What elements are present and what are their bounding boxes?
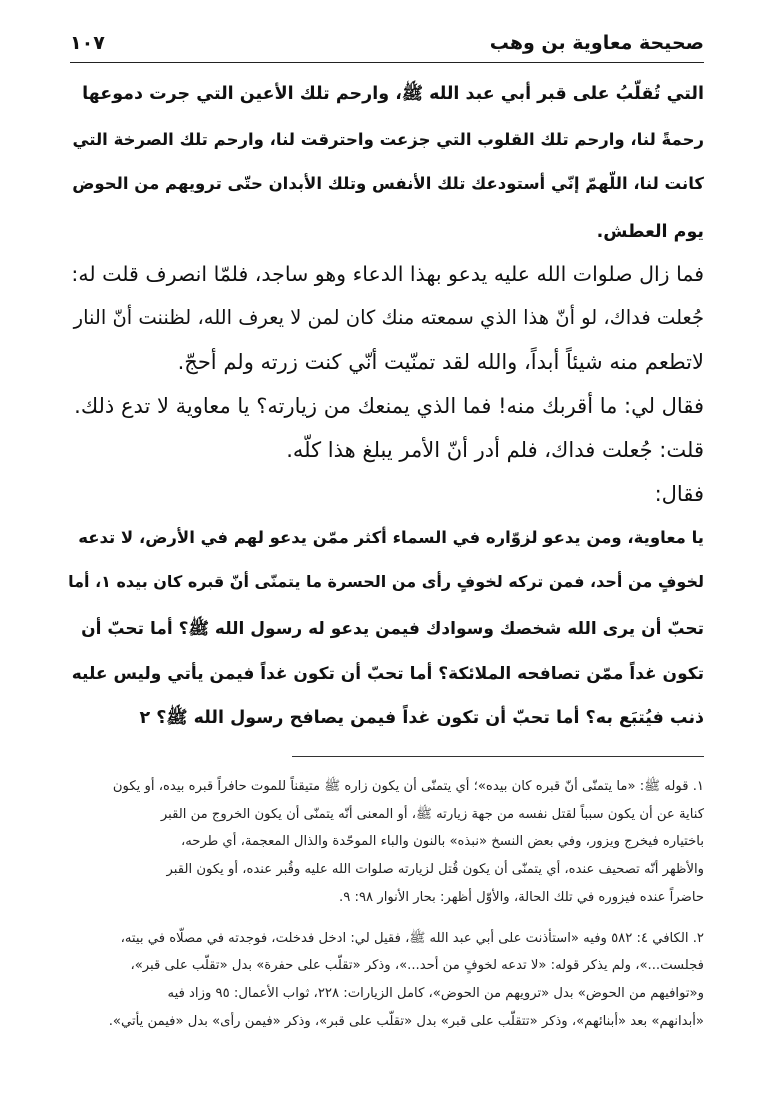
quote-line: التي تُقلّبُ على قبر أبي عبد الله ﷺ، وارحم تلك الأعين التي جرت دموعها (82, 84, 704, 104)
quote-line: كانت لنا، اللّهمّ إنّي أستودعك تلك الأنفس وتلك الأبدان حتّى ترويهم من الحوض (72, 174, 704, 193)
footnote-line: و«توافيهم من الحوض» بدل «ترويهم من الحوض»، كامل الزيارات: ٢٢٨، ثواب الأعمال: ٩٥ وزاد فيه (167, 986, 704, 1001)
footnote-line: حاضراً عنده فيزوره في تلك الحالة، والأوّل أظهر: بحار الأنوار ٩٨: ٩. (339, 890, 704, 905)
footnote-line: ٢. الكافي ٤: ٥٨٢ وفيه «استأذنت على أبي عبد الله ﷺ، فقيل لي: ادخل فدخلت، فوجدته في مصلّاه في بيته، (120, 931, 704, 946)
footnote-line: باختياره فيخرج ويزور، وفي بعض النسخ «نبذه» بالنون والباء الموحّدة والذال المعجمة، أي طرحه، (180, 834, 704, 849)
footnote-line: «أبدانهم» بعد «أبنائهم»، وذكر «تتقلّب على قبر» بدل «تقلّب على قبر»، وذكر «فيمن رأى» بدل «فيمن يأتي». (108, 1014, 704, 1029)
body-line: جُعلت فداك، لو أنّ هذا الذي سمعته منك كان لمن لا يعرف الله، لظننت أنّ النار (73, 306, 704, 329)
running-title: صحيحة معاوية بن وهب (489, 32, 704, 54)
quote-line: لخوفٍ من أحد، فمن تركه لخوفٍ رأى من الحسرة ما يتمنّى أنّ قبره كان بيده ١، أما (68, 572, 704, 591)
footnote-separator (292, 756, 704, 757)
body-line: قلت: جُعلت فداك، فلم أدر أنّ الأمر يبلغ هذا كلّه. (286, 438, 704, 462)
quote-line: يوم العطش. (596, 222, 704, 242)
footnote-line: فجلست...»، ولم يذكر قوله: «لا تدعه لخوفٍ من أحد...»، وذكر «تقلّب على حفرة» بدل «تقلّب على قبر»، (130, 958, 704, 973)
page-number: ١٠٧ (70, 32, 105, 54)
quote-line: ذنب فيُتبَع به؟ أما تحبّ أن تكون غداً فيمن يصافح رسول الله ﷺ؟ ٢ (139, 708, 704, 728)
quote-line: تحبّ أن يرى الله شخصك وسوادك فيمن يدعو له رسول الله ﷺ؟ أما تحبّ أن (81, 619, 704, 639)
footnote-line: ١. قوله ﷺ: «ما يتمنّى أنّ قبره كان بيده»؛ أي يتمنّى أن يكون زاره ﷺ متيقناً للموت حافراً قبره بيده، أو يكون (112, 779, 704, 794)
header-rule (70, 62, 704, 63)
quote-line: تكون غداً ممّن تصافحه الملائكة؟ أما تحبّ أن تكون غداً فيمن يأتي وليس عليه (71, 664, 704, 684)
footnote-line: والأظهر أنّه تصحيف عنده، أي يتمنّى أن يكون قُتل لزيارته صلوات الله عليه وقُبر عنده، أو يكون القبر (166, 862, 704, 877)
page-header (70, 28, 704, 58)
body-line: لاتطعم منه شيئاً أبداً، والله لقد تمنّيت أنّي كنت زرته ولم أحجّ. (177, 350, 704, 374)
body-line: فقال: (654, 482, 704, 506)
body-line: فما زال صلوات الله عليه يدعو بهذا الدعاء وهو ساجد، فلمّا انصرف قلت له: (71, 262, 704, 286)
quote-line: يا معاوية، ومن يدعو لزوّاره في السماء أكثر ممّن يدعو لهم في الأرض، لا تدعه (78, 528, 704, 547)
body-line: فقال لي: ما أقربك منه! فما الذي يمنعك من زيارته؟ يا معاوية لا تدع ذلك. (74, 394, 704, 418)
footnote-line: كناية عن أن يكون سبباً لقتل نفسه من جهة زيارته ﷺ، أو المعنى أنّه يتمنّى أن يكون الخروج من القبر (160, 807, 704, 822)
quote-line: رحمةً لنا، وارحم تلك القلوب التي جزعت واحترقت لنا، وارحم تلك الصرخة التي (72, 130, 704, 149)
